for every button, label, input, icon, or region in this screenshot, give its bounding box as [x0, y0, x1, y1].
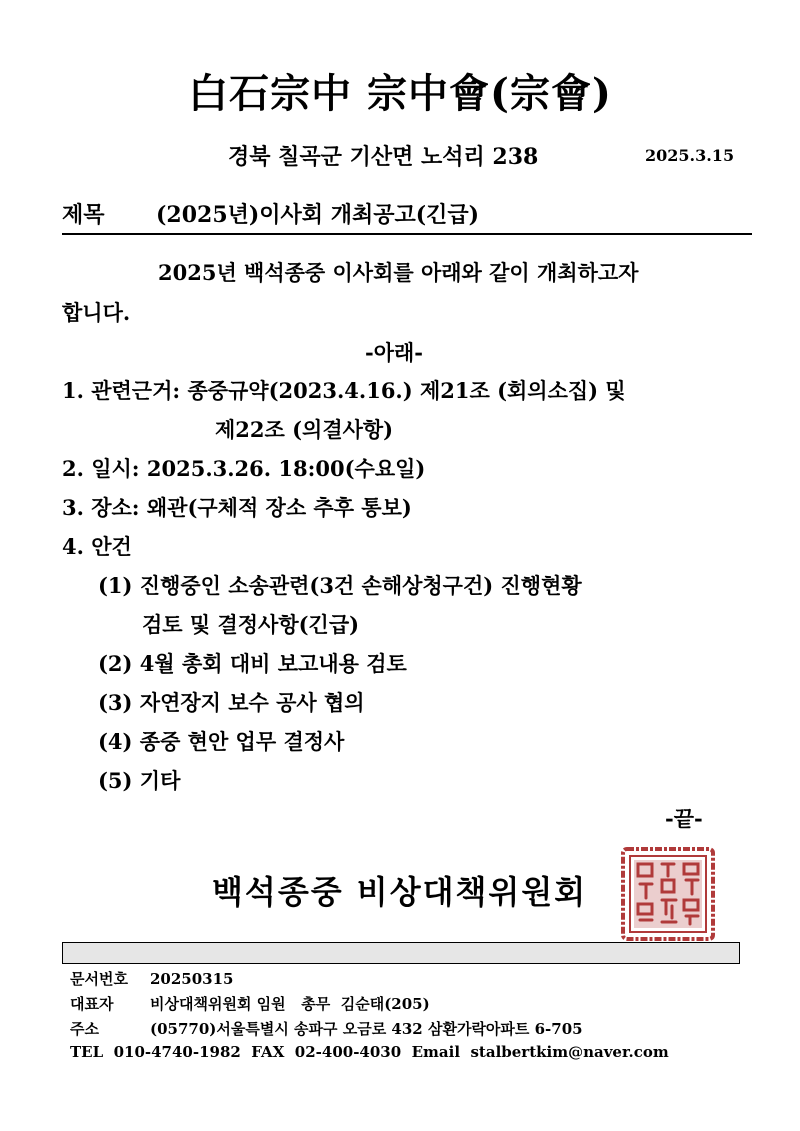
separator-heading: -아래-	[365, 340, 424, 365]
doc-number: 20250315	[150, 970, 234, 988]
agenda-2: (2) 4월 총회 대비 보고내용 검토	[98, 651, 407, 676]
official-seal-icon	[620, 846, 716, 942]
contact-row: TEL 010-4740-1982 FAX 02-400-4030 Email stalbertkim@naver.com	[70, 1043, 669, 1061]
address-row	[70, 1018, 583, 1039]
representative: 비상대책위원회 임원 총무 김순태(205)	[150, 995, 430, 1013]
item-1-line-1: 1. 관련근거: 종중규약(2023.4.16.) 제21조 (회의소집) 및	[62, 378, 626, 403]
representative-label: 대표자	[70, 995, 114, 1013]
doc-number-label: 문서번호	[70, 970, 128, 988]
representative-row	[70, 993, 430, 1014]
agenda-1-line-2: 검토 및 결정사항(긴급)	[142, 612, 360, 637]
item-3: 3. 장소: 왜관(구체적 장소 추후 통보)	[62, 495, 412, 520]
divider-bar	[62, 942, 740, 964]
subject-label: 제목	[62, 202, 105, 228]
document-date: 2025.3.15	[645, 146, 735, 165]
agenda-1-line-1: (1) 진행중인 소송관련(3건 손해상청구건) 진행현황	[98, 573, 582, 598]
document-title: 白石宗中 宗中會(宗會)	[188, 70, 612, 117]
agenda-4: (4) 종중 현안 업무 결정사	[98, 729, 345, 754]
intro-line-1: 2025년 백석종중 이사회를 아래와 같이 개최하고자	[158, 260, 639, 285]
subject-row	[62, 198, 479, 229]
end-mark: -끝-	[665, 806, 703, 831]
agenda-3: (3) 자연장지 보수 공사 협의	[98, 690, 365, 715]
doc-number-row	[70, 968, 234, 989]
item-2: 2. 일시: 2025.3.26. 18:00(수요일)	[62, 456, 426, 481]
organization-name: 백석종중 비상대책위원회	[212, 873, 588, 911]
subject-underline	[62, 233, 752, 235]
agenda-5: (5) 기타	[98, 768, 181, 793]
item-1-line-2: 제22조 (의결사항)	[215, 417, 394, 442]
address: 경북 칠곡군 기산면 노석리 238	[228, 144, 539, 170]
subject-text: (2025년)이사회 개최공고(긴급)	[156, 202, 480, 228]
footer-address-label: 주소	[70, 1020, 99, 1038]
footer-address: (05770)서울특별시 송파구 오금로 432 삼환가락아파트 6-705	[150, 1020, 583, 1038]
item-4: 4. 안건	[62, 534, 132, 559]
intro-line-2: 합니다.	[62, 300, 131, 325]
